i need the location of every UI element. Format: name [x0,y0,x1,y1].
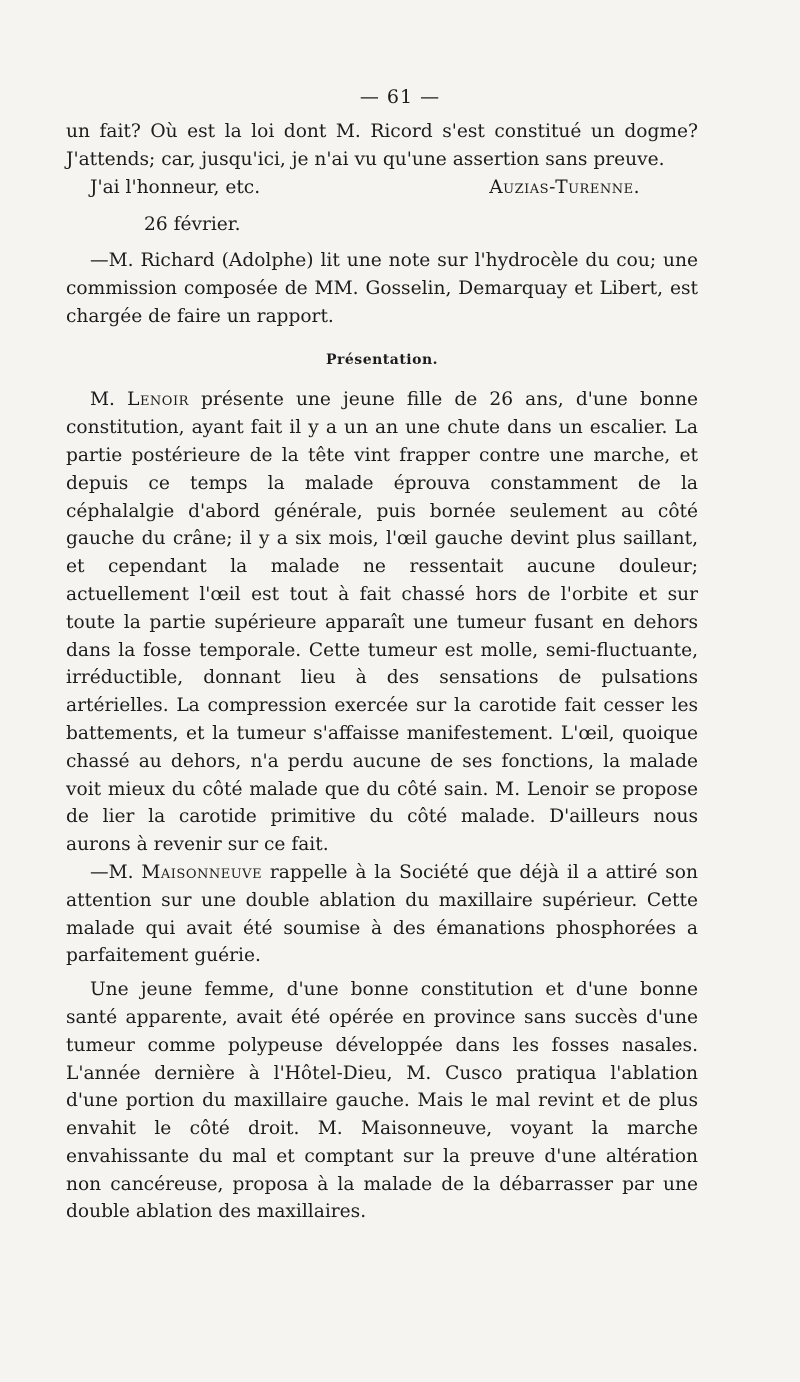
paragraph-maisonneuve [66,859,698,970]
paragraph-jeune-femme: Une jeune femme, d'une bonne constitution et d'une bonne santé apparente, avait été opérée en province sans succès d'une tumeur comme polypeuse développée dans les fosses nasales. L'année dernière à l'Hôtel-Dieu, M. Cusco pratiqua l'ablation d'une portion du maxillaire gauche. Mais le mal revint et de plus envahit le côté droit. M. Maisonneuve, voyant la marche envahissante du mal et comptant sur la preuve d'une altération non cancéreuse, proposa à la malade de la débarrasser par une double ablation des maxillaires. [66,979,698,1223]
lenoir-prefix: M. [90,389,128,411]
maisonneuve-prefix: —M. [90,861,142,883]
maisonneuve-text: rappelle à la Société que déjà il a attiré son attention sur une double ablation du maxillaire supérieur. Cette malade qui avait été soumise à des émanations phosphorées a parfaitement guérie. [66,861,698,967]
paragraph-richard: —M. Richard (Adolphe) lit une note sur l'hydrocèle du cou; une commission composée de MM. Gosselin, Demarquay et Libert, est chargée de faire un rapport. [66,250,698,327]
paragraph-letter-end: un fait? Où est la loi dont M. Ricord s'est constitué un dogme? J'attends; car, jusqu'ici, je n'ai vu qu'une assertion sans preuve. [66,121,698,170]
lenoir-name: Lenoir [127,389,189,411]
lenoir-text: présente une jeune fille de 26 ans, d'une bonne constitution, ayant fait il y a un an une chute dans un escalier. La partie postérieure de la tête vint frapper contre une marche, et depuis ce temps la malade éprouva constamment de la céphalalgie d'abord générale, puis bornée seulement au côté gauche du crâne; il y a six mois, l'œil gauche devint plus saillant, et cependant la malade ne ressentait aucune douleur; actuellement l'œil est tout à fait chassé hors de l'orbite et sur toute la partie supérieure apparaît une tumeur fusant en dehors dans la fosse temporale. Cette tumeur est molle, semi-fluctuante, irréductible, donnant lieu à des sensations de pulsations artérielles. La compression exercée sur la carotide fait cesser les battements, et la tumeur s'affaisse manifestement. L'œil, quoique chassé au dehors, n'a perdu aucune de ses fonctions, la malade voit mieux du côté malade que du côté sain. M. Lenoir se propose de lier la carotide primitive du côté malade. D'ailleurs nous aurons à revenir sur ce fait. [66,389,698,856]
signature-line [66,174,698,202]
closing-formula: J'ai l'honneur, etc. [90,176,261,198]
maisonneuve-name: Maisonneuve [141,861,263,883]
section-heading: Présentation. [326,351,438,368]
signature-name: Auzias-Turenne. [489,176,640,198]
page-body [66,118,698,1226]
date-line: 26 février. [144,214,241,236]
page-number: — 61 — [359,86,441,108]
paragraph-lenoir [66,386,698,859]
